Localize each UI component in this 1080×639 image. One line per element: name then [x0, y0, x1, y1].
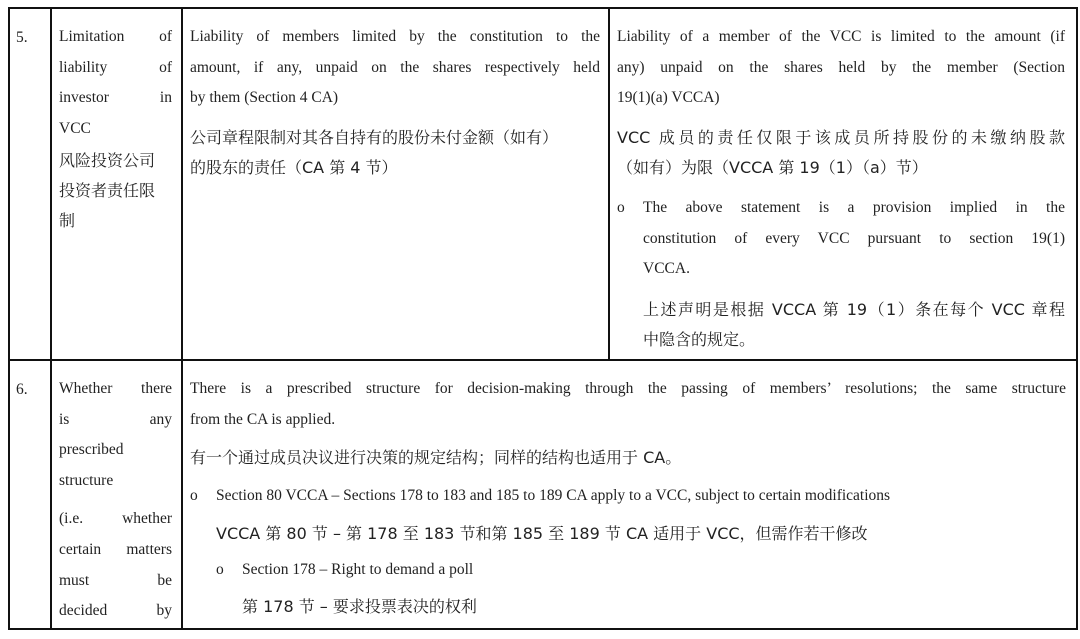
- table-top-border: [8, 7, 1078, 9]
- col-divider-2: [181, 7, 183, 630]
- note-en-line: VCCA.: [643, 260, 690, 277]
- row-number-6: 6.: [16, 381, 28, 398]
- col-divider-3: [608, 7, 610, 361]
- ca-zh-line: 公司章程限制对其各自持有的股份未付金额（如有）: [190, 127, 559, 147]
- bullet-circle-icon: o: [216, 560, 224, 578]
- ca-en-line: Liability of members limited by the constitution to the: [190, 28, 600, 45]
- note-zh-line: 上述声明是根据 VCCA 第 19（1）条在每个 VCC 章程: [643, 299, 1065, 319]
- vcca-zh-line: （如有）为限（VCCA 第 19（1）（a）节）: [617, 157, 928, 177]
- bullet1-en: Section 80 VCCA – Sections 178 to 183 and 185 to 189 CA apply to a VCC, subject to certain modifications: [216, 487, 891, 504]
- ca-zh-line: 的股东的责任（CA 第 4 节）: [190, 157, 398, 177]
- row6-body: [190, 374, 1066, 622]
- bullet-circle-icon: o: [190, 487, 198, 504]
- bullet-item-level1: [190, 481, 1066, 549]
- body-zh-line: 有一个通过成员决议进行决策的规定结构；同样的结构也适用于 CA。: [190, 448, 682, 467]
- topic-line: must be: [59, 571, 172, 589]
- topic-zh-line: 投资者责任限: [59, 181, 156, 200]
- row5-vcca-bullet: [617, 193, 1065, 355]
- row-divider: [8, 359, 1078, 361]
- topic-line: decided by: [59, 602, 172, 620]
- row6-topic: [59, 374, 172, 627]
- bullet1-zh: VCCA 第 80 节 – 第 178 至 183 节和第 185 至 189 节 CA 适用于 VCC，但需作若干修改: [216, 523, 868, 543]
- table-bottom-border: [8, 628, 1078, 630]
- bullet-item-level2: [190, 555, 1066, 623]
- vcca-en-line: 19(1)(a) VCCA): [617, 89, 720, 106]
- row5-ca-column: [190, 22, 600, 183]
- topic-line: is any: [59, 410, 172, 428]
- row-number-5: 5.: [16, 29, 28, 46]
- topic-line: (i.e. whether: [59, 510, 172, 528]
- note-zh-line: 中隐含的规定。: [643, 329, 756, 349]
- col-divider-1: [50, 7, 52, 630]
- body-en-line: There is a prescribed structure for decision-making through the passing of members’ resolutions; the same structure: [190, 380, 1066, 397]
- body-en-line: from the CA is applied.: [190, 410, 336, 428]
- topic-zh-line: 制: [59, 211, 76, 230]
- row5-vcca-column: [617, 22, 1065, 183]
- bullet2-zh: 第 178 节 – 要求投票表决的权利: [242, 597, 477, 616]
- ca-en-line: by them (Section 4 CA): [190, 89, 339, 106]
- topic-line: structure: [59, 471, 114, 489]
- ca-en-line: amount, if any, unpaid on the shares respectively held: [190, 58, 600, 76]
- bullet-circle-icon: o: [617, 199, 625, 216]
- topic-line: Limitation of: [59, 28, 172, 45]
- row5-topic: [59, 22, 172, 236]
- bullet2-en: Section 178 – Right to demand a poll: [242, 560, 474, 578]
- vcca-zh-line: VCC 成员的责任仅限于该成员所持股份的未缴纳股款: [617, 127, 1065, 147]
- table-right-border: [1076, 7, 1078, 630]
- topic-line: Whether there: [59, 380, 172, 397]
- note-en-line: constitution of every VCC pursuant to section 19(1): [643, 229, 1065, 247]
- table-left-border: [8, 7, 10, 630]
- topic-line: VCC: [59, 119, 91, 137]
- topic-zh-line: 风险投资公司: [59, 151, 156, 170]
- vcca-en-line: any) unpaid on the shares held by the member (Section: [617, 58, 1065, 76]
- topic-line: prescribed: [59, 441, 124, 459]
- note-en-line: The above statement is a provision implied in the: [643, 199, 1065, 216]
- topic-line: certain matters: [59, 540, 172, 558]
- vcca-en-line: Liability of a member of the VCC is limited to the amount (if: [617, 28, 1065, 45]
- topic-line: investor in: [59, 89, 172, 106]
- topic-line: liability of: [59, 58, 172, 76]
